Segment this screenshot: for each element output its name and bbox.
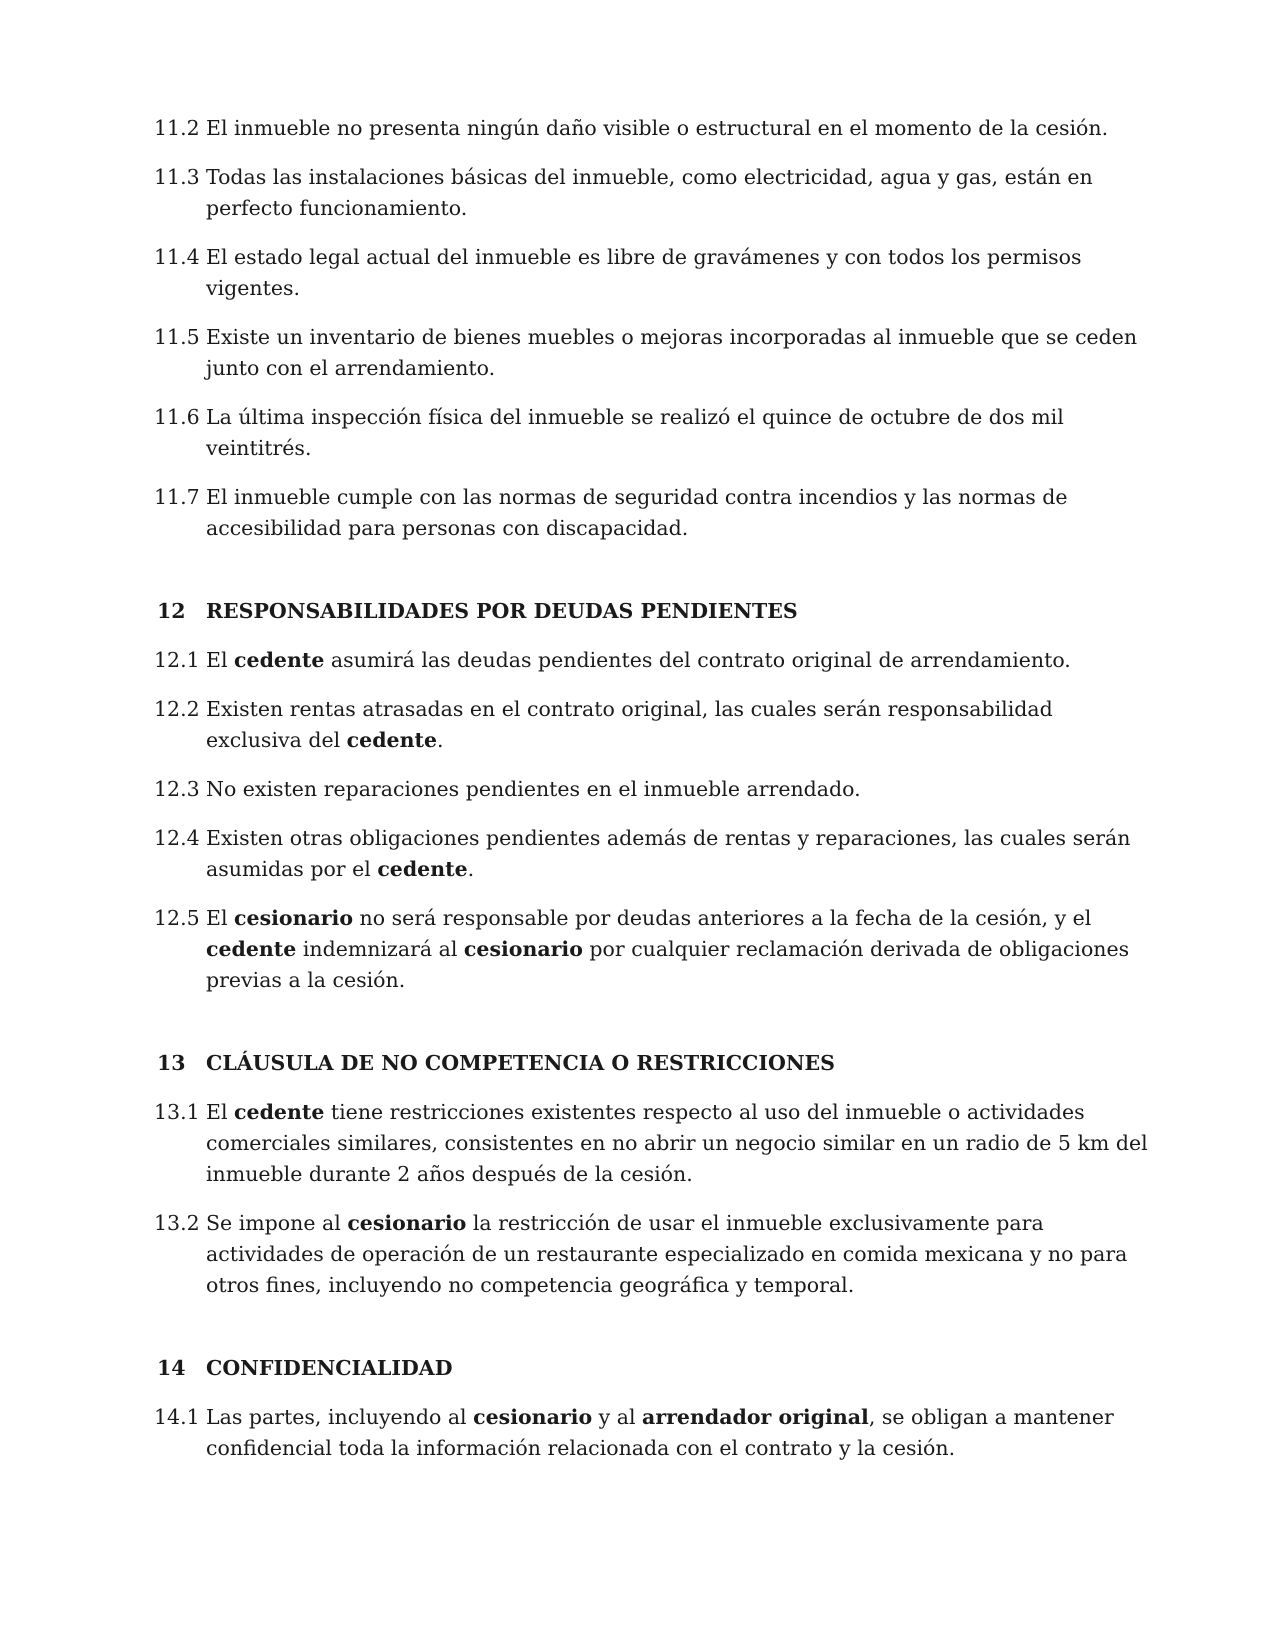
clause-item bbox=[130, 402, 1150, 464]
clause-text-fragment: Existen rentas atrasadas en el contrato original, las cuales serán responsabilidad exclusiva del bbox=[206, 697, 1053, 752]
clause-13-list bbox=[130, 1097, 1150, 1301]
bold-term: cesionario bbox=[234, 906, 354, 930]
bold-term: cedente bbox=[377, 857, 468, 881]
clause-text bbox=[206, 482, 1150, 544]
clause-text bbox=[206, 1402, 1150, 1464]
clause-text-fragment: El bbox=[206, 1100, 235, 1124]
clause-text-fragment: por cualquier reclamación derivada de obligaciones previas a la cesión. bbox=[206, 937, 1130, 992]
bold-term: cedente bbox=[234, 648, 325, 672]
clause-text-fragment: El inmueble cumple con las normas de seguridad contra incendios y las normas de accesibilidad para personas con discapacidad. bbox=[206, 485, 1068, 540]
clause-item bbox=[130, 322, 1150, 384]
clause-number-label: 11.4 bbox=[154, 245, 200, 269]
section-title: RESPONSABILIDADES POR DEUDAS PENDIENTES bbox=[206, 599, 798, 623]
section-title: CONFIDENCIALIDAD bbox=[206, 1356, 453, 1380]
clause-number bbox=[130, 162, 206, 193]
clause-item bbox=[130, 1402, 1150, 1464]
clause-number-label: 11.7 bbox=[154, 485, 200, 509]
clause-item bbox=[130, 823, 1150, 885]
clause-text-fragment: indemnizará al bbox=[296, 937, 464, 961]
clause-text bbox=[206, 903, 1150, 996]
clause-text-fragment: tiene restricciones existentes respecto al uso del inmueble o actividades comerciales similares, consistentes en no abrir un negocio similar en un radio de 5 km del inmueble durante 2 años después de la cesión. bbox=[206, 1100, 1148, 1186]
clause-text-fragment: . bbox=[467, 857, 475, 881]
clause-text-fragment: asumirá las deudas pendientes del contrato original de arrendamiento. bbox=[324, 648, 1071, 672]
clause-text bbox=[206, 242, 1150, 304]
clause-item bbox=[130, 1097, 1150, 1190]
clause-text-fragment: no será responsable por deudas anteriores a la fecha de la cesión, y el bbox=[353, 906, 1092, 930]
bold-term: cedente bbox=[346, 728, 437, 752]
clause-text bbox=[206, 774, 1150, 805]
clause-text-fragment: Todas las instalaciones básicas del inmueble, como electricidad, agua y gas, están en perfecto funcionamiento. bbox=[206, 165, 1093, 220]
clause-number-label: 12.3 bbox=[154, 777, 200, 801]
clause-text-fragment: El bbox=[206, 648, 235, 672]
clause-number bbox=[130, 1097, 206, 1128]
section-number: 12 bbox=[157, 599, 186, 623]
clause-item bbox=[130, 162, 1150, 224]
clause-text-fragment: El inmueble no presenta ningún daño visible o estructural en el momento de la cesión. bbox=[206, 116, 1109, 140]
clause-text-fragment: La última inspección física del inmueble se realizó el quince de octubre de dos mil veintitrés. bbox=[206, 405, 1064, 460]
bold-term: cesionario bbox=[347, 1211, 467, 1235]
clause-text bbox=[206, 322, 1150, 384]
clause-text-fragment: y al bbox=[592, 1405, 643, 1429]
clause-number-label: 13.1 bbox=[154, 1100, 200, 1124]
clause-number-label: 13.2 bbox=[154, 1211, 200, 1235]
section-heading-12 bbox=[130, 596, 1150, 627]
section-heading-13 bbox=[130, 1048, 1150, 1079]
clause-number-label: 14.1 bbox=[154, 1405, 200, 1429]
clause-text-fragment: Se impone al bbox=[206, 1211, 348, 1235]
clause-text-fragment: El bbox=[206, 906, 235, 930]
clause-item bbox=[130, 113, 1150, 144]
clause-text bbox=[206, 113, 1150, 144]
clause-number-label: 11.2 bbox=[154, 116, 200, 140]
clause-text bbox=[206, 1097, 1150, 1190]
clause-number bbox=[130, 823, 206, 854]
clause-item bbox=[130, 1208, 1150, 1301]
clause-text-fragment: , se obligan a mantener confidencial toda la información relacionada con el contrato y la cesión. bbox=[206, 1405, 1114, 1460]
clause-item bbox=[130, 903, 1150, 996]
clause-number bbox=[130, 1402, 206, 1433]
clause-11-list bbox=[130, 113, 1150, 544]
clause-text-fragment: Las partes, incluyendo al bbox=[206, 1405, 474, 1429]
clause-number-label: 11.6 bbox=[154, 405, 200, 429]
clause-text bbox=[206, 694, 1150, 756]
clause-item bbox=[130, 645, 1150, 676]
clause-text-fragment: El estado legal actual del inmueble es libre de gravámenes y con todos los permisos vigentes. bbox=[206, 245, 1082, 300]
clause-text bbox=[206, 645, 1150, 676]
section-title: CLÁUSULA DE NO COMPETENCIA O RESTRICCIONES bbox=[206, 1051, 835, 1075]
bold-term: cedente bbox=[206, 937, 297, 961]
bold-term: cesionario bbox=[473, 1405, 593, 1429]
bold-term: cedente bbox=[234, 1100, 325, 1124]
clause-item bbox=[130, 482, 1150, 544]
clause-item bbox=[130, 242, 1150, 304]
clause-number-label: 12.5 bbox=[154, 906, 200, 930]
clause-text-fragment: No existen reparaciones pendientes en el inmueble arrendado. bbox=[206, 777, 861, 801]
clause-text-fragment: Existe un inventario de bienes muebles o mejoras incorporadas al inmueble que se ceden junto con el arrendamiento. bbox=[206, 325, 1138, 380]
clause-number bbox=[130, 645, 206, 676]
clause-14-list bbox=[130, 1402, 1150, 1464]
clause-number bbox=[130, 1208, 206, 1239]
clause-text bbox=[206, 162, 1150, 224]
clause-text bbox=[206, 402, 1150, 464]
clause-number bbox=[130, 774, 206, 805]
clause-number bbox=[130, 482, 206, 513]
clause-text-fragment: Existen otras obligaciones pendientes además de rentas y reparaciones, las cuales serán asumidas por el bbox=[206, 826, 1131, 881]
clause-number-label: 12.4 bbox=[154, 826, 200, 850]
clause-number bbox=[130, 694, 206, 725]
section-number: 14 bbox=[157, 1356, 186, 1380]
clause-number-label: 11.3 bbox=[154, 165, 200, 189]
clause-number bbox=[130, 903, 206, 934]
clause-text bbox=[206, 823, 1150, 885]
clause-number bbox=[130, 242, 206, 273]
clause-item bbox=[130, 694, 1150, 756]
clause-number-label: 12.2 bbox=[154, 697, 200, 721]
document-content bbox=[130, 113, 1150, 1482]
clause-text-fragment: la restricción de usar el inmueble exclusivamente para actividades de operación de un restaurante especializado en comida mexicana y no para otros fines, incluyendo no competencia geográfica y temporal. bbox=[206, 1211, 1128, 1297]
clause-item bbox=[130, 774, 1150, 805]
clause-number-label: 12.1 bbox=[154, 648, 200, 672]
clause-text bbox=[206, 1208, 1150, 1301]
section-number: 13 bbox=[157, 1051, 186, 1075]
bold-term: arrendador original bbox=[642, 1405, 869, 1429]
clause-number bbox=[130, 402, 206, 433]
clause-number-label: 11.5 bbox=[154, 325, 200, 349]
section-heading-14 bbox=[130, 1353, 1150, 1384]
clause-number bbox=[130, 113, 206, 144]
clause-number bbox=[130, 322, 206, 353]
clause-text-fragment: . bbox=[437, 728, 444, 752]
bold-term: cesionario bbox=[463, 937, 583, 961]
clause-12-list bbox=[130, 645, 1150, 996]
